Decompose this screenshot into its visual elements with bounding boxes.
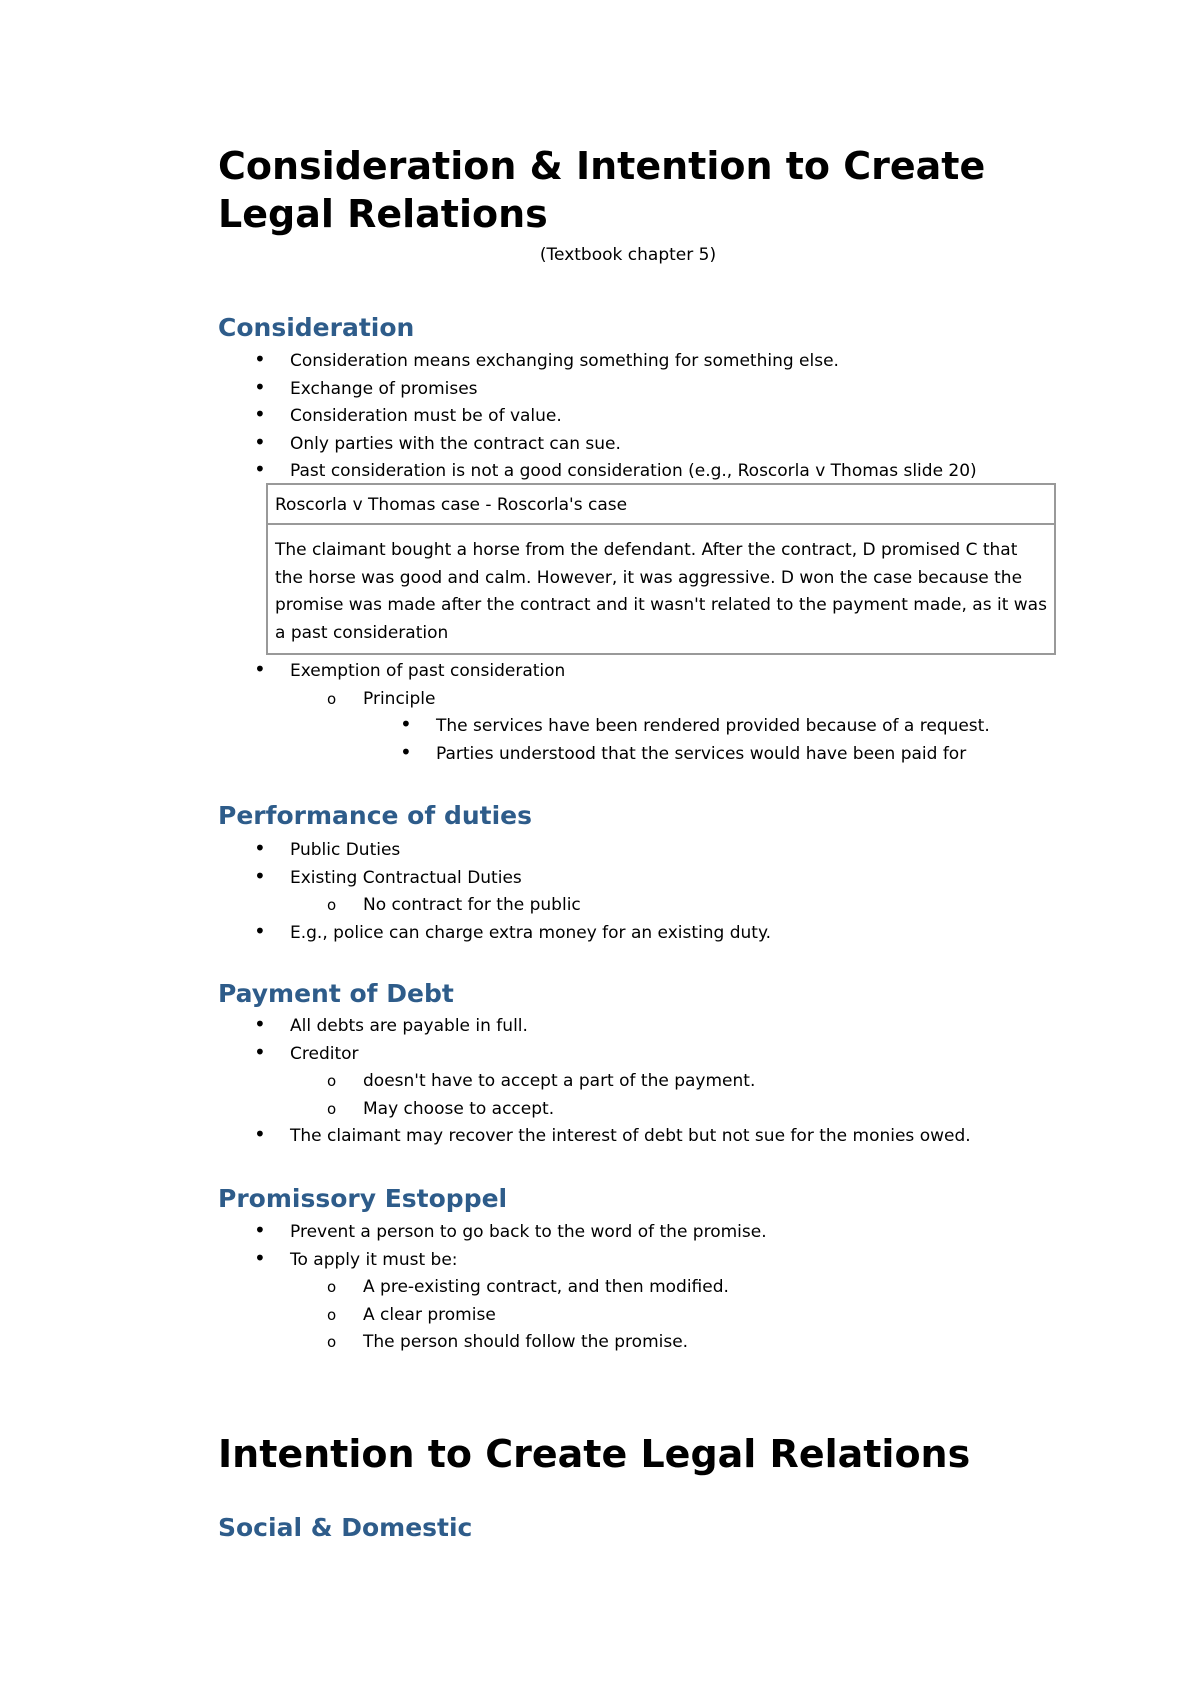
- bullet-icon: •: [400, 739, 412, 764]
- list-item: • Consideration must be of value.: [290, 403, 977, 431]
- bullet-icon: •: [254, 1245, 266, 1270]
- heading-payment-of-debt: Payment of Debt: [218, 979, 454, 1008]
- list-item: o doesn't have to accept a part of the payment.: [363, 1068, 971, 1096]
- list-item: • Existing Contractual Duties: [290, 865, 771, 893]
- heading-performance-of-duties: Performance of duties: [218, 801, 532, 830]
- bullet-icon: •: [254, 374, 266, 399]
- bullet-icon: •: [254, 429, 266, 454]
- list-item: • All debts are payable in full.: [290, 1013, 971, 1041]
- list-item: o May choose to accept.: [363, 1096, 971, 1124]
- circle-bullet-icon: o: [327, 1278, 337, 1297]
- bullet-icon: •: [254, 863, 266, 888]
- list-item: • Exchange of promises: [290, 376, 977, 404]
- list-item: • Exemption of past consideration: [290, 658, 990, 686]
- bullet-icon: •: [254, 1122, 266, 1147]
- list-item: • Creditor: [290, 1041, 971, 1069]
- list-item: • The claimant may recover the interest of debt but not sue for the monies owed.: [290, 1123, 971, 1151]
- estoppel-list: [218, 1219, 767, 1357]
- bullet-icon: •: [254, 1039, 266, 1064]
- list-item: • Past consideration is not a good consideration (e.g., Roscorla v Thomas slide 20): [290, 458, 977, 486]
- list-item: • Consideration means exchanging something for something else.: [290, 348, 977, 376]
- debt-list: [218, 1013, 971, 1151]
- list-item: o No contract for the public: [363, 892, 771, 920]
- heading-promissory-estoppel: Promissory Estoppel: [218, 1184, 508, 1213]
- bullet-icon: •: [254, 402, 266, 427]
- list-item: • Prevent a person to go back to the word of the promise.: [290, 1219, 767, 1247]
- bullet-icon: •: [254, 347, 266, 371]
- list-item: o The person should follow the promise.: [363, 1329, 767, 1357]
- case-table: [266, 483, 1056, 655]
- page-title: Consideration & Intention to Create Legal Relations: [218, 144, 986, 236]
- heading-consideration: Consideration: [218, 313, 415, 342]
- list-item: o Principle: [363, 686, 990, 714]
- list-item: • Public Duties: [290, 837, 771, 865]
- bullet-icon: •: [254, 457, 266, 482]
- case-table-header: Roscorla v Thomas case - Roscorla's case: [268, 485, 1054, 525]
- circle-bullet-icon: o: [327, 689, 337, 708]
- bullet-icon: •: [254, 1012, 266, 1036]
- bullet-icon: •: [254, 657, 266, 681]
- list-item: • E.g., police can charge extra money for an existing duty.: [290, 920, 771, 948]
- circle-bullet-icon: o: [327, 1305, 337, 1324]
- bullet-icon: •: [254, 918, 266, 943]
- list-item: • Only parties with the contract can sue.: [290, 431, 977, 459]
- heading-intention: Intention to Create Legal Relations: [218, 1432, 971, 1476]
- circle-bullet-icon: o: [327, 1333, 337, 1352]
- heading-social-domestic: Social & Domestic: [218, 1513, 473, 1542]
- list-item: o A clear promise: [363, 1302, 767, 1330]
- list-item: o A pre-existing contract, and then modified.: [363, 1274, 767, 1302]
- exemption-list: [218, 658, 990, 768]
- case-table-body: The claimant bought a horse from the defendant. After the contract, D promised C that the horse was good and calm. However, it was aggressive. D won the case because the promise was made after the contract and it wasn't related to the payment made, as it was a past consideration: [275, 540, 1047, 643]
- performance-list: [218, 837, 771, 947]
- circle-bullet-icon: o: [327, 1099, 337, 1118]
- bullet-icon: •: [400, 712, 412, 737]
- consideration-list: [218, 348, 977, 486]
- list-item: • To apply it must be:: [290, 1247, 767, 1275]
- bullet-icon: •: [254, 1218, 266, 1242]
- bullet-icon: •: [254, 836, 266, 860]
- page-subtitle: (Textbook chapter 5): [539, 245, 717, 265]
- circle-bullet-icon: o: [327, 1072, 337, 1091]
- list-item: • The services have been rendered provided because of a request.: [436, 713, 990, 741]
- list-item: • Parties understood that the services would have been paid for: [436, 741, 990, 769]
- circle-bullet-icon: o: [327, 896, 337, 915]
